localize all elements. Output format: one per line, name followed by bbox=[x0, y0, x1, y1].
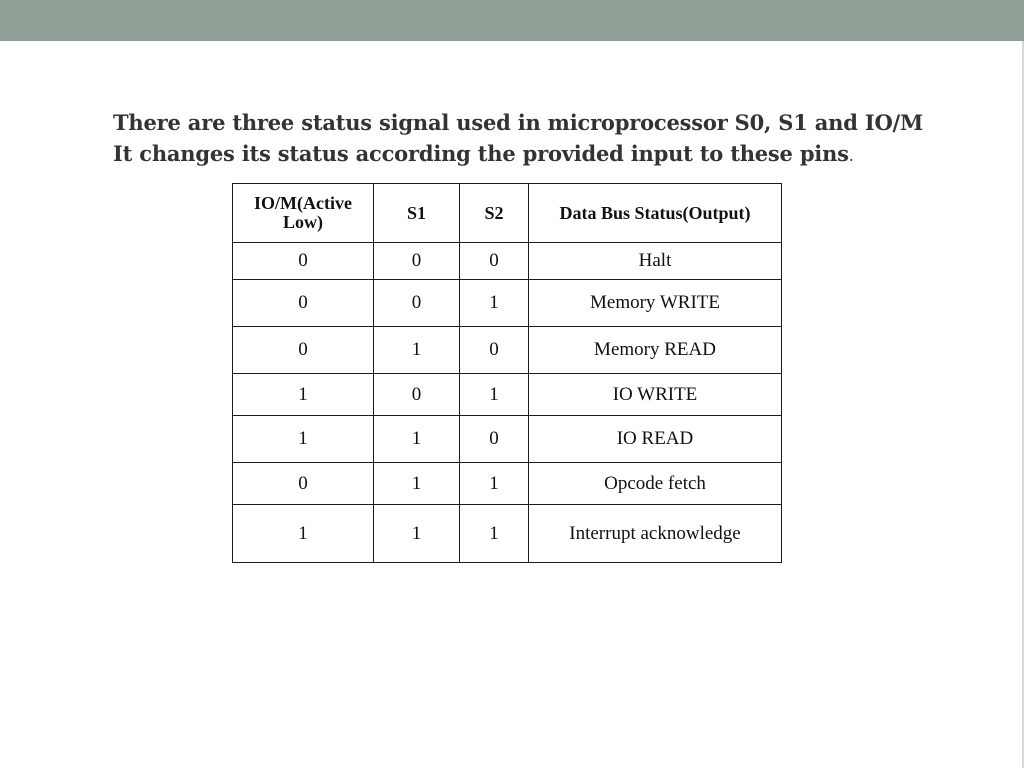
table-row bbox=[233, 374, 782, 416]
table-row bbox=[233, 280, 782, 327]
table-row bbox=[233, 243, 782, 280]
cell-s1: 0 bbox=[374, 374, 460, 416]
cell-io-m: 1 bbox=[233, 374, 374, 416]
cell-io-m: 0 bbox=[233, 327, 374, 374]
cell-io-m: 0 bbox=[233, 463, 374, 505]
cell-s1: 1 bbox=[374, 463, 460, 505]
table-header-row bbox=[233, 184, 782, 243]
table-row bbox=[233, 505, 782, 563]
cell-s2: 0 bbox=[460, 243, 529, 280]
cell-s1: 1 bbox=[374, 327, 460, 374]
intro-line-1: There are three status signal used in microprocessor S0, S1 and IO/M bbox=[113, 110, 924, 135]
cell-status: IO READ bbox=[529, 416, 782, 463]
intro-text bbox=[113, 107, 1024, 171]
cell-s2: 0 bbox=[460, 416, 529, 463]
slide-header-bar bbox=[0, 0, 1024, 41]
cell-io-m: 1 bbox=[233, 416, 374, 463]
cell-status: Halt bbox=[529, 243, 782, 280]
cell-s1: 1 bbox=[374, 416, 460, 463]
cell-status: Opcode fetch bbox=[529, 463, 782, 505]
cell-status: IO WRITE bbox=[529, 374, 782, 416]
cell-io-m: 1 bbox=[233, 505, 374, 563]
cell-s2: 1 bbox=[460, 280, 529, 327]
cell-s1: 1 bbox=[374, 505, 460, 563]
header-data-bus-status: Data Bus Status(Output) bbox=[529, 184, 782, 243]
cell-s2: 0 bbox=[460, 327, 529, 374]
table-row bbox=[233, 327, 782, 374]
cell-s2: 1 bbox=[460, 505, 529, 563]
header-s1: S1 bbox=[374, 184, 460, 243]
cell-status: Memory WRITE bbox=[529, 280, 782, 327]
cell-io-m: 0 bbox=[233, 280, 374, 327]
cell-s2: 1 bbox=[460, 463, 529, 505]
header-s2: S2 bbox=[460, 184, 529, 243]
intro-line-2-text: It changes its status according the provided input to these pins bbox=[113, 141, 849, 166]
cell-s1: 0 bbox=[374, 243, 460, 280]
status-signal-table bbox=[232, 183, 782, 563]
cell-status: Interrupt acknowledge bbox=[529, 505, 782, 563]
table-row bbox=[233, 416, 782, 463]
cell-s1: 0 bbox=[374, 280, 460, 327]
cell-status: Memory READ bbox=[529, 327, 782, 374]
intro-line-2 bbox=[113, 138, 1024, 171]
cell-io-m: 0 bbox=[233, 243, 374, 280]
header-io-m: IO/M(Active Low) bbox=[233, 184, 374, 243]
intro-line-2-period: . bbox=[848, 146, 854, 165]
table-row bbox=[233, 463, 782, 505]
cell-s2: 1 bbox=[460, 374, 529, 416]
